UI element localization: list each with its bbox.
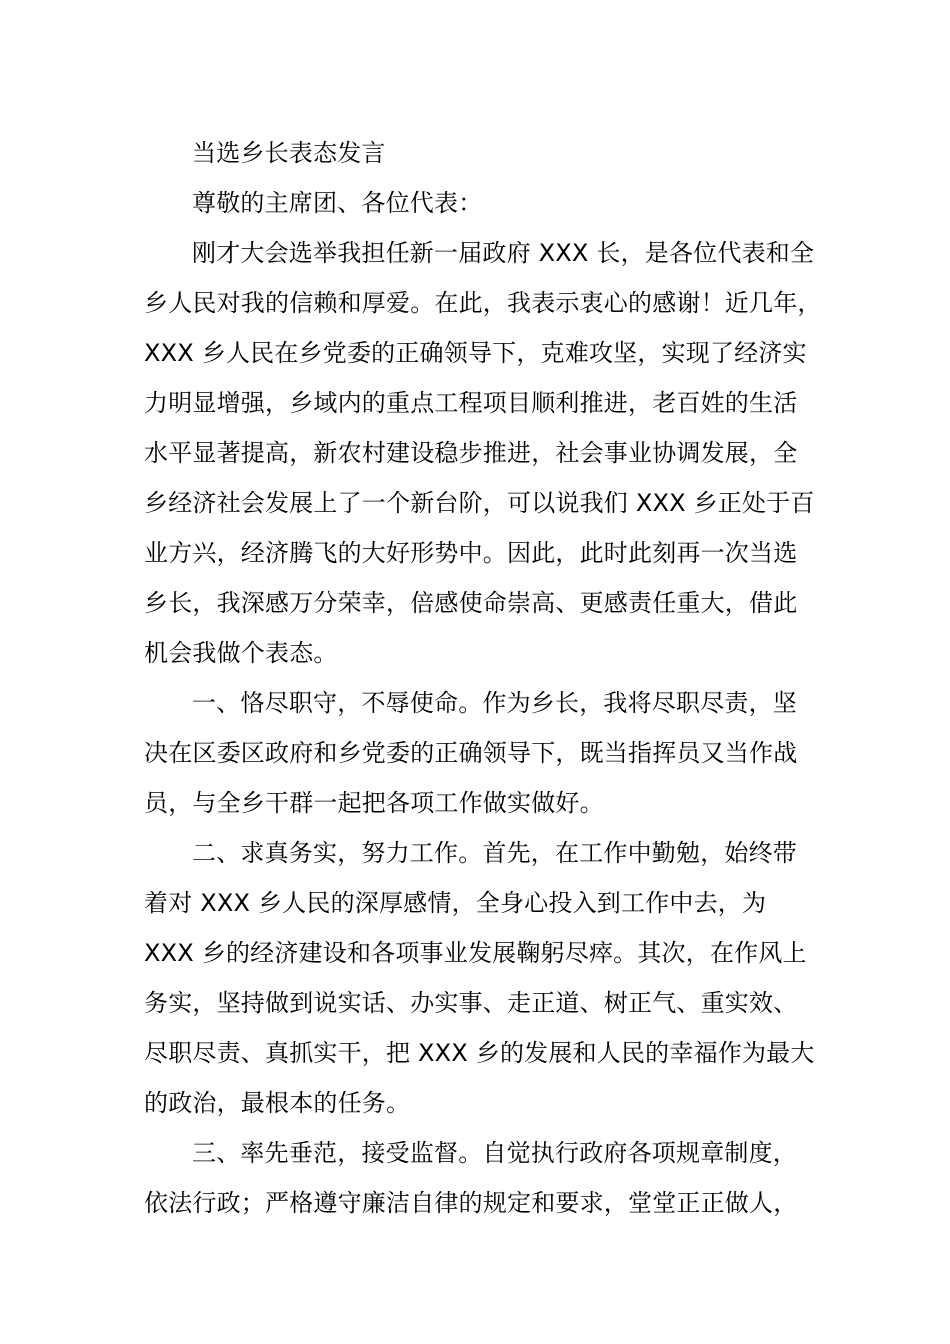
paragraph-line: 力明显增强，乡域内的重点工程项目顺利推进，老百姓的生活	[144, 389, 798, 417]
paragraph-line: 机会我做个表态。	[144, 639, 338, 667]
paragraph-line: XXX 乡的经济建设和各项事业发展鞠躬尽瘁。其次，在作风上	[144, 939, 807, 967]
paragraph-point-two	[144, 828, 814, 1128]
paragraph-line: 乡人民对我的信赖和厚爱。在此，我表示衷心的感谢！近几年，	[144, 289, 822, 317]
paragraph-line: 员，与全乡干群一起把各项工作做实做好。	[144, 789, 604, 817]
paragraph-point-three	[144, 1128, 814, 1228]
paragraph-line: 一、恪尽职守，不辱使命。作为乡长，我将尽职尽责，坚	[192, 689, 797, 717]
paragraph-line: 水平显著提高，新农村建设稳步推进，社会事业协调发展，全	[144, 439, 798, 467]
paragraph-line: 二、求真务实，努力工作。首先，在工作中勤勉，始终带	[192, 839, 797, 867]
paragraph-opening	[144, 228, 822, 678]
paragraph-line: 三、率先垂范，接受监督。自觉执行政府各项规章制度，	[192, 1139, 797, 1167]
paragraph-line: 着对 XXX 乡人民的深厚感情，全身心投入到工作中去，为	[144, 889, 767, 917]
paragraph-line: 尽职尽责、真抓实干，把 XXX 乡的发展和人民的幸福作为最大	[144, 1039, 815, 1067]
paragraph-point-one	[144, 678, 814, 828]
paragraph-line: 决在区委区政府和乡党委的正确领导下，既当指挥员又当作战	[144, 739, 798, 767]
paragraph-line: 刚才大会选举我担任新一届政府 XXX 长，是各位代表和全	[192, 239, 815, 267]
document-title: 当选乡长表态发言	[192, 139, 386, 167]
paragraph-line: 乡经济社会发展上了一个新台阶，可以说我们 XXX 乡正处于百	[144, 489, 815, 517]
paragraph-line: 乡长，我深感万分荣幸，倍感使命崇高、更感责任重大，借此	[144, 589, 798, 617]
paragraph-line: 务实，坚持做到说实话、办实事、走正道、树正气、重实效、	[144, 989, 798, 1017]
document-body	[144, 128, 822, 1228]
paragraph-line: 依法行政；严格遵守廉洁自律的规定和要求，堂堂正正做人，	[144, 1189, 798, 1217]
salutation: 尊敬的主席团、各位代表：	[192, 189, 483, 217]
paragraph-line: XXX 乡人民在乡党委的正确领导下，克难攻坚，实现了经济实	[144, 339, 807, 367]
paragraph-line: 的政治，最根本的任务。	[144, 1089, 411, 1117]
paragraph-line: 业方兴，经济腾飞的大好形势中。因此，此时此刻再一次当选	[144, 539, 798, 567]
